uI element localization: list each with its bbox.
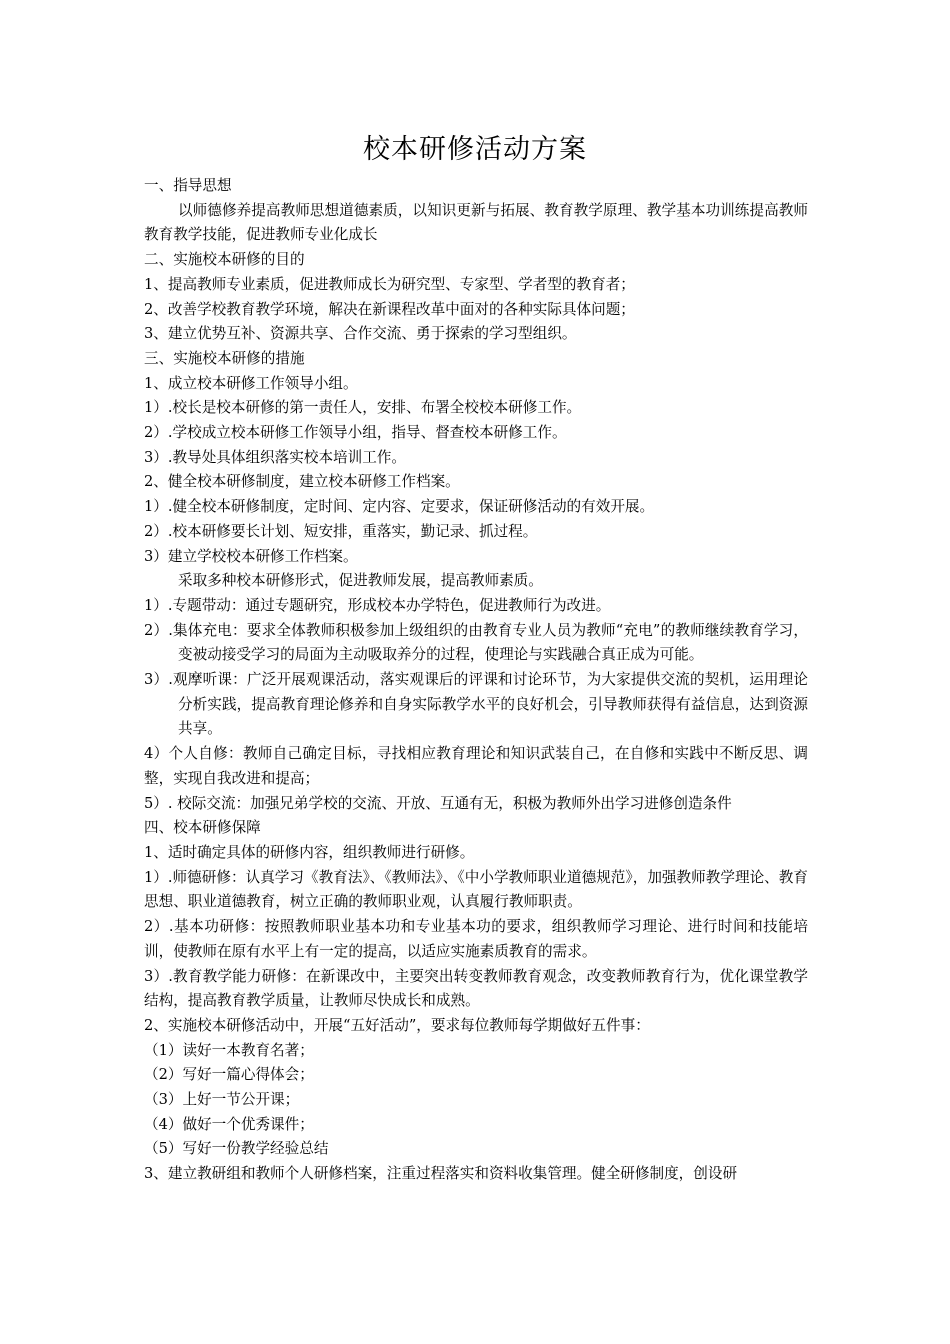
sub-item-guarantee-1-3: 3）.教育教学能力研修：在新课改中，主要突出转变教师教育观念，改变教师教育行为，优化课堂教学结构，提高教育教学质量，让教师尽快成长和成熟。 [144,967,808,1010]
list-item-guarantee-3: 3、建立教研组和教师个人研修档案，注重过程落实和资料收集管理。健全研修制度，创设研 [144,1165,738,1183]
sub-item-form-4: 4）个人自修：教师自己确定目标，寻找相应教育理论和知识武装自己，在自修和实践中不断反思、调整，实现自我改进和提高； [144,745,808,787]
sub-item-measure-2-1: 1）.健全校本研修制度，定时间、定内容、定要求，保证研修活动的有效开展。 [144,498,655,516]
document-title: 校本研修活动方案 [363,134,587,165]
sub-item-form-2: 2）.集体充电：要求全体教师积极参加上级组织的由教育专业人员为教师“充电”的教师继续教育学习，变被动接受学习的局面为主动吸取养分的过程，使理论与实践融合真正成为可能。 [144,621,808,664]
section-heading-guarantee: 四、校本研修保障 [144,819,261,837]
sub-item-guarantee-1-1: 1）.师德研修：认真学习《教育法》、《教师法》、《中小学教师职业道德规范》，加强教师教学理论、教育思想、职业道德教育，树立正确的教师职业观，认真履行教师职责。 [144,868,808,911]
five-good-item-5: （5）写好一份教学经验总结 [144,1140,329,1158]
five-good-item-2: （2）写好一篇心得体会； [144,1066,314,1084]
five-good-item-4: （4）做好一个优秀课件； [144,1115,314,1133]
section-heading-guiding-ideology: 一、指导思想 [144,177,232,194]
section-heading-measures: 三、实施校本研修的措施 [144,349,305,367]
sub-item-measure-1-3: 3）.教导处具体组织落实校本培训工作。 [144,448,407,466]
sub-item-form-3: 3）.观摩听课：广泛开展观课活动，落实观课后的评课和讨论环节，为大家提供交流的契机，运用理论分析实践，提高教育理论修养和自身实际教学水平的良好机会，引导教师获得有益信息，达到资源共享。 [144,671,808,738]
paragraph-forms: 采取多种校本研修形式，促进教师发展，提高教师素质。 [178,572,543,590]
sub-item-form-5: 5）. 校际交流：加强兄弟学校的交流、开放、互通有无，积极为教师外出学习进修创造条件 [144,794,732,812]
sub-item-form-1: 1）.专题带动：通过专题研究，形成校本办学特色，促进教师行为改进。 [144,596,611,614]
section-heading-purpose: 二、实施校本研修的目的 [144,251,305,269]
list-item-measure-2: 2、健全校本研修制度，建立校本研修工作档案。 [144,473,460,491]
sub-item-guarantee-1-2: 2）.基本功研修：按照教师职业基本功和专业基本功的要求，组织教师学习理论、进行时间和技能培训，使教师在原有水平上有一定的提高，以适应实施素质教育的需求。 [144,918,808,960]
sub-item-measure-1-1: 1）.校长是校本研修的第一责任人，安排、布署全校校本研修工作。 [144,399,582,417]
paragraph-guiding-ideology: 以师德修养提高教师思想道德素质，以知识更新与拓展、教育教学原理、教学基本功训练提高教师教育教学技能，促进教师专业化成长 [144,201,808,244]
list-item-measure-1: 1、成立校本研修工作领导小组。 [144,374,358,392]
sub-item-measure-2-2: 2）.校本研修要长计划、短安排，重落实，勤记录、抓过程。 [144,522,538,540]
list-item-purpose-3: 3、建立优势互补、资源共享、合作交流、勇于探索的学习型组织。 [144,325,577,343]
document-body [144,174,808,1187]
sub-item-measure-2-3: 3）建立学校校本研修工作档案。 [144,547,358,565]
sub-item-measure-1-2: 2）.学校成立校本研修工作领导小组，指导、督查校本研修工作。 [144,424,567,442]
list-item-guarantee-2: 2、实施校本研修活动中，开展“五好活动”，要求每位教师每学期做好五件事： [144,1016,650,1034]
list-item-guarantee-1: 1、适时确定具体的研修内容，组织教师进行研修。 [144,843,475,861]
five-good-item-1: （1）读好一本教育名著； [144,1041,314,1059]
list-item-purpose-1: 1、提高教师专业素质，促进教师成长为研究型、专家型、学者型的教育者； [144,275,635,293]
five-good-item-3: （3）上好一节公开课； [144,1091,300,1109]
list-item-purpose-2: 2、改善学校教育教学环境，解决在新课程改革中面对的各种实际具体问题； [144,300,635,318]
